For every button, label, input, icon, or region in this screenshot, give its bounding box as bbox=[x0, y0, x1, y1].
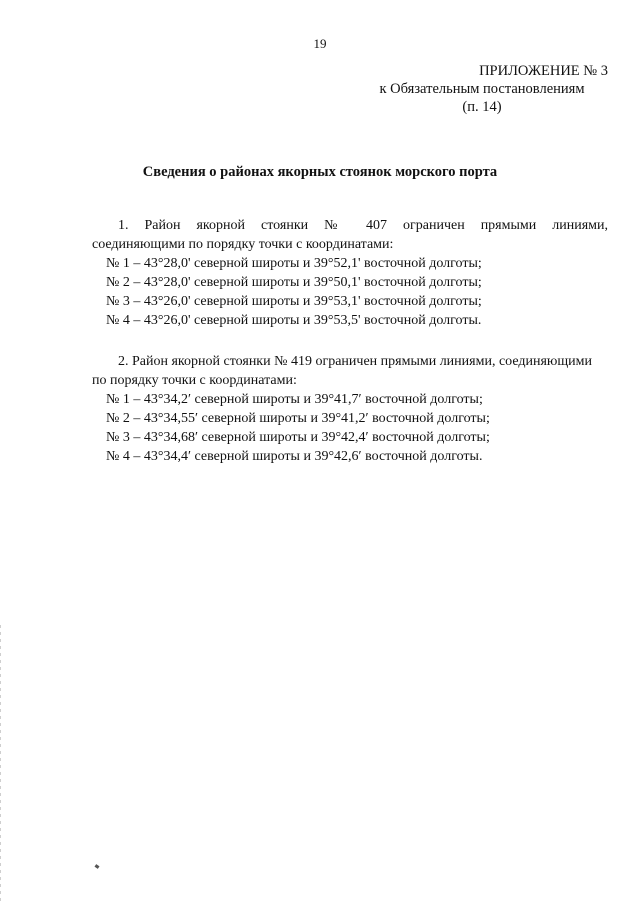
section-intro-continued: по порядку точки с координатами: bbox=[92, 373, 297, 388]
section-intro: 1. Район якорной стоянки № 407 ограничен прямыми линиями, bbox=[118, 218, 608, 233]
appendix-title: ПРИЛОЖЕНИЕ № 3 bbox=[479, 63, 608, 79]
coordinate-point: № 4 – 43°26,0' северной широты и 39°53,5' восточной долготы. bbox=[106, 313, 482, 328]
document-heading: Сведения о районах якорных стоянок морского порта bbox=[142, 164, 498, 180]
page-number: 19 bbox=[313, 36, 327, 51]
appendix-reference: (п. 14) bbox=[462, 99, 502, 115]
coordinate-point: № 1 – 43°34,2′ северной широты и 39°41,7′ восточной долготы; bbox=[106, 392, 483, 407]
section-intro: 2. Район якорной стоянки № 419 ограничен прямыми линиями, соединяющими bbox=[118, 354, 592, 369]
coordinate-point: № 1 – 43°28,0' северной широты и 39°52,1' восточной долготы; bbox=[106, 256, 482, 271]
coordinate-point: № 2 – 43°34,55′ северной широты и 39°41,2′ восточной долготы; bbox=[106, 411, 490, 426]
coordinate-point: № 4 – 43°34,4′ северной широты и 39°42,6′ восточной долготы. bbox=[106, 449, 483, 464]
coordinate-point: № 3 – 43°34,68′ северной широты и 39°42,4′ восточной долготы; bbox=[106, 430, 490, 445]
coordinate-list bbox=[92, 254, 608, 330]
coordinate-point: № 2 – 43°28,0' северной широты и 39°50,1' восточной долготы; bbox=[106, 275, 482, 290]
section-intro-continued: соединяющими по порядку точки с координатами: bbox=[92, 237, 394, 252]
appendix-subtitle: к Обязательным постановлениям bbox=[379, 81, 585, 97]
coordinate-point: № 3 – 43°26,0' северной широты и 39°53,1' восточной долготы; bbox=[106, 294, 482, 309]
anchorage-section-407 bbox=[92, 216, 608, 330]
scan-margin-line bbox=[0, 625, 1, 905]
coordinate-list bbox=[92, 390, 608, 466]
scan-speck bbox=[95, 864, 100, 869]
appendix-header bbox=[352, 62, 612, 116]
anchorage-section-419 bbox=[92, 352, 608, 466]
